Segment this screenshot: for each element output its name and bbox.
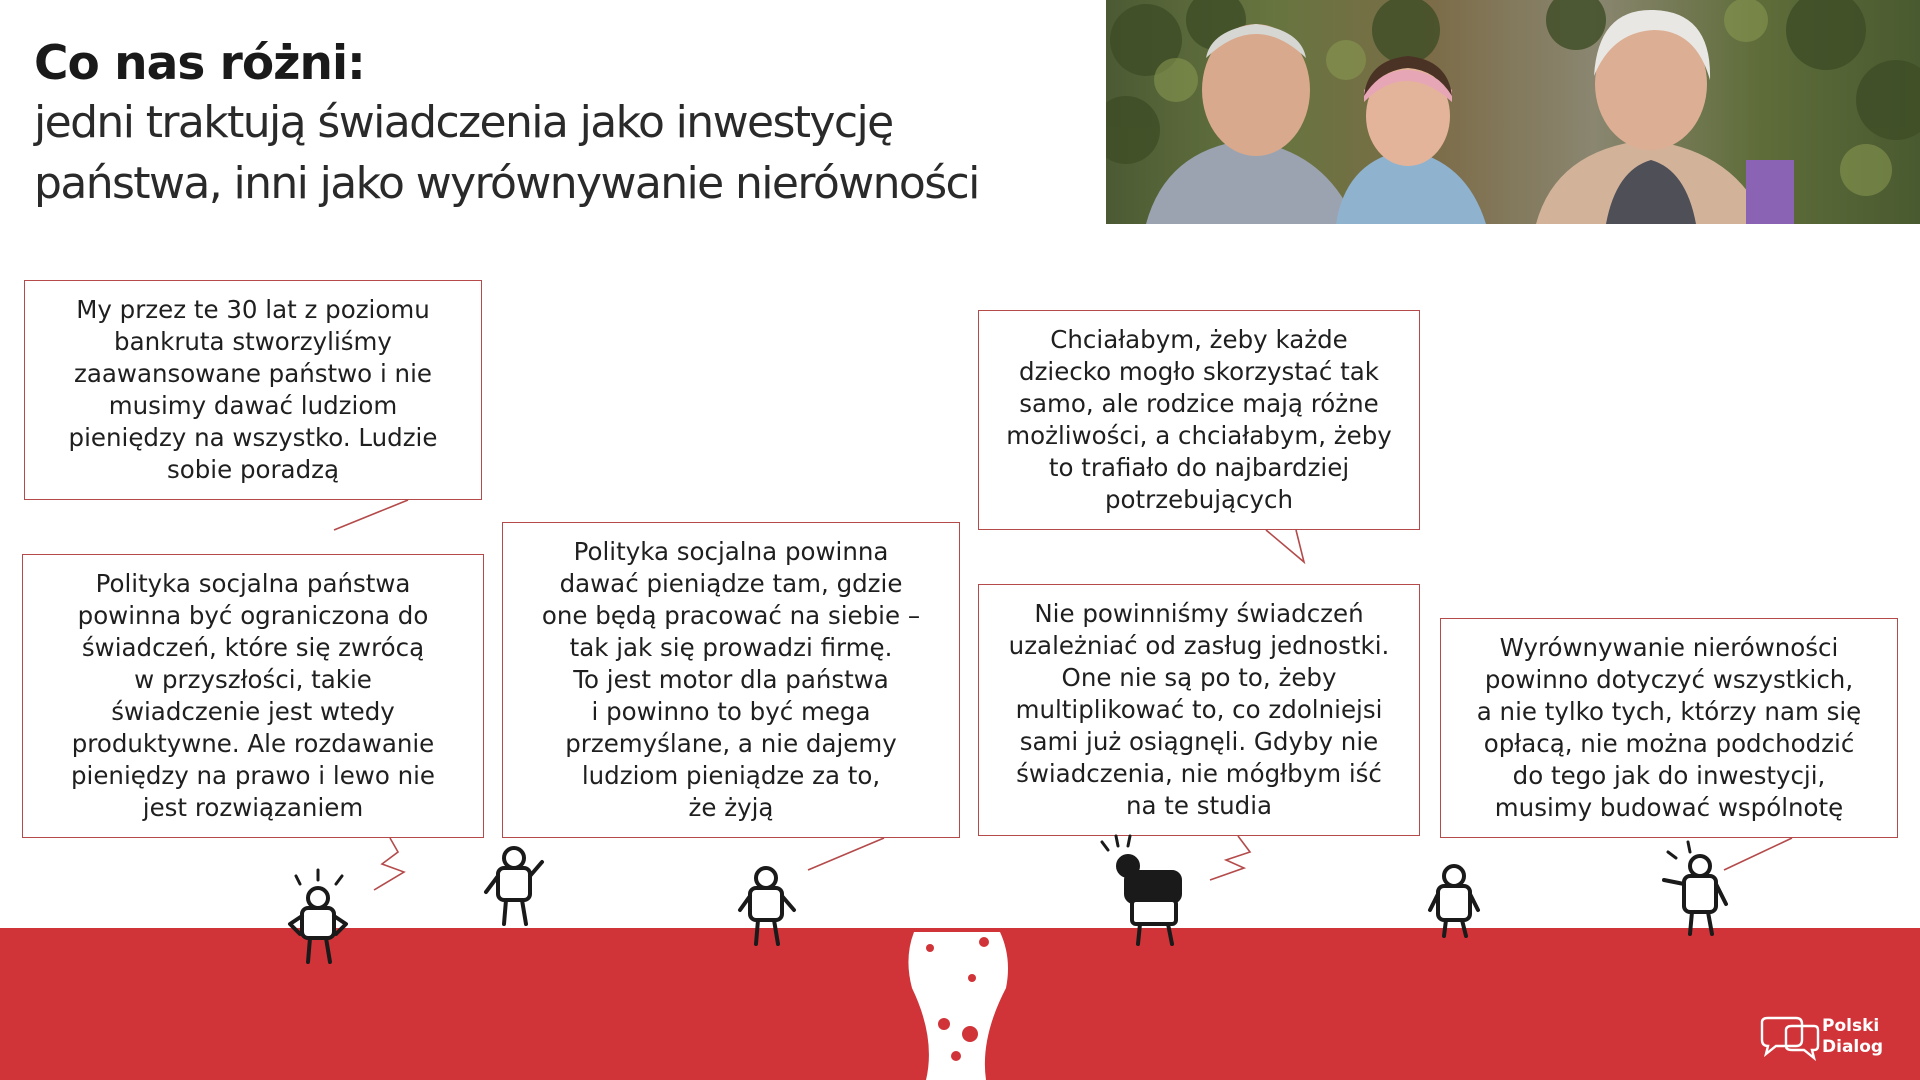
figure-3 — [740, 868, 794, 944]
quote-text-5: Nie powinniśmy świadczeń uzależniać od zasług jednostki. One nie są po to, żeby multiplikować to, co zdolniejsi sami już osiągnęli. Gdyby nie świadczenia, nie mógłbym iść na te studia — [1008, 599, 1390, 820]
logo-line-2: Dialog — [1822, 1037, 1884, 1057]
figure-5 — [1430, 866, 1478, 936]
subtitle-line-2: państwa, inni jako wyrównywanie nierówności — [34, 158, 979, 209]
quote-text-6: Wyrównywanie nierówności powinno dotyczyć wszystkich, a nie tylko tych, którzy nam się opłacą, nie można podchodzić do tego jak do inwestycji, musimy budować wspólnotę — [1476, 633, 1862, 822]
speech-tail-6 — [1724, 838, 1792, 870]
figure-1 — [290, 870, 346, 962]
quote-text-1: My przez te 30 lat z poziomu bankruta stworzyliśmy zaawansowane państwo i nie musimy dawać ludziom pieniędzy na wszystko. Ludzie sobie poradzą — [68, 295, 438, 484]
logo-line-1: Polski — [1822, 1016, 1880, 1036]
speech-tail-5 — [1210, 836, 1250, 880]
quote-text-4: Chciałabym, żeby każde dziecko mogło skorzystać tak samo, ale rodzice mają różne możliwości, a chciałabym, żeby to trafiało do najbardziej potrzebujących — [1006, 325, 1392, 514]
quote-text-3: Polityka socjalna powinna dawać pieniądze tam, gdzie one będą pracować na siebie – tak jak się prowadzi firmę. To jest motor dla państwa i powinno to być mega przemyślane, a nie dajemy ludziom pieniądze za to, że żyją — [541, 537, 921, 822]
quote-text-2: Polityka socjalna państwa powinna być ograniczona do świadczeń, które się zwrócą w przyszłości, takie świadczenie jest wtedy produktywne. Ale rozdawanie pieniędzy na prawo i lewo nie jest rozwiązaniem — [70, 569, 436, 822]
subtitle-line-1: jedni traktują świadczenia jako inwestycję — [34, 97, 893, 148]
speech-tail-1 — [334, 500, 408, 530]
speech-tail-2 — [374, 838, 404, 890]
logo-text — [1822, 1016, 1883, 1058]
figure-2 — [486, 848, 542, 924]
speech-tail-3 — [808, 838, 884, 870]
page-title: Co nas różni: — [34, 36, 365, 91]
speech-tail-4 — [1266, 530, 1304, 562]
figure-6 — [1664, 842, 1726, 934]
figure-4 — [1102, 836, 1180, 944]
